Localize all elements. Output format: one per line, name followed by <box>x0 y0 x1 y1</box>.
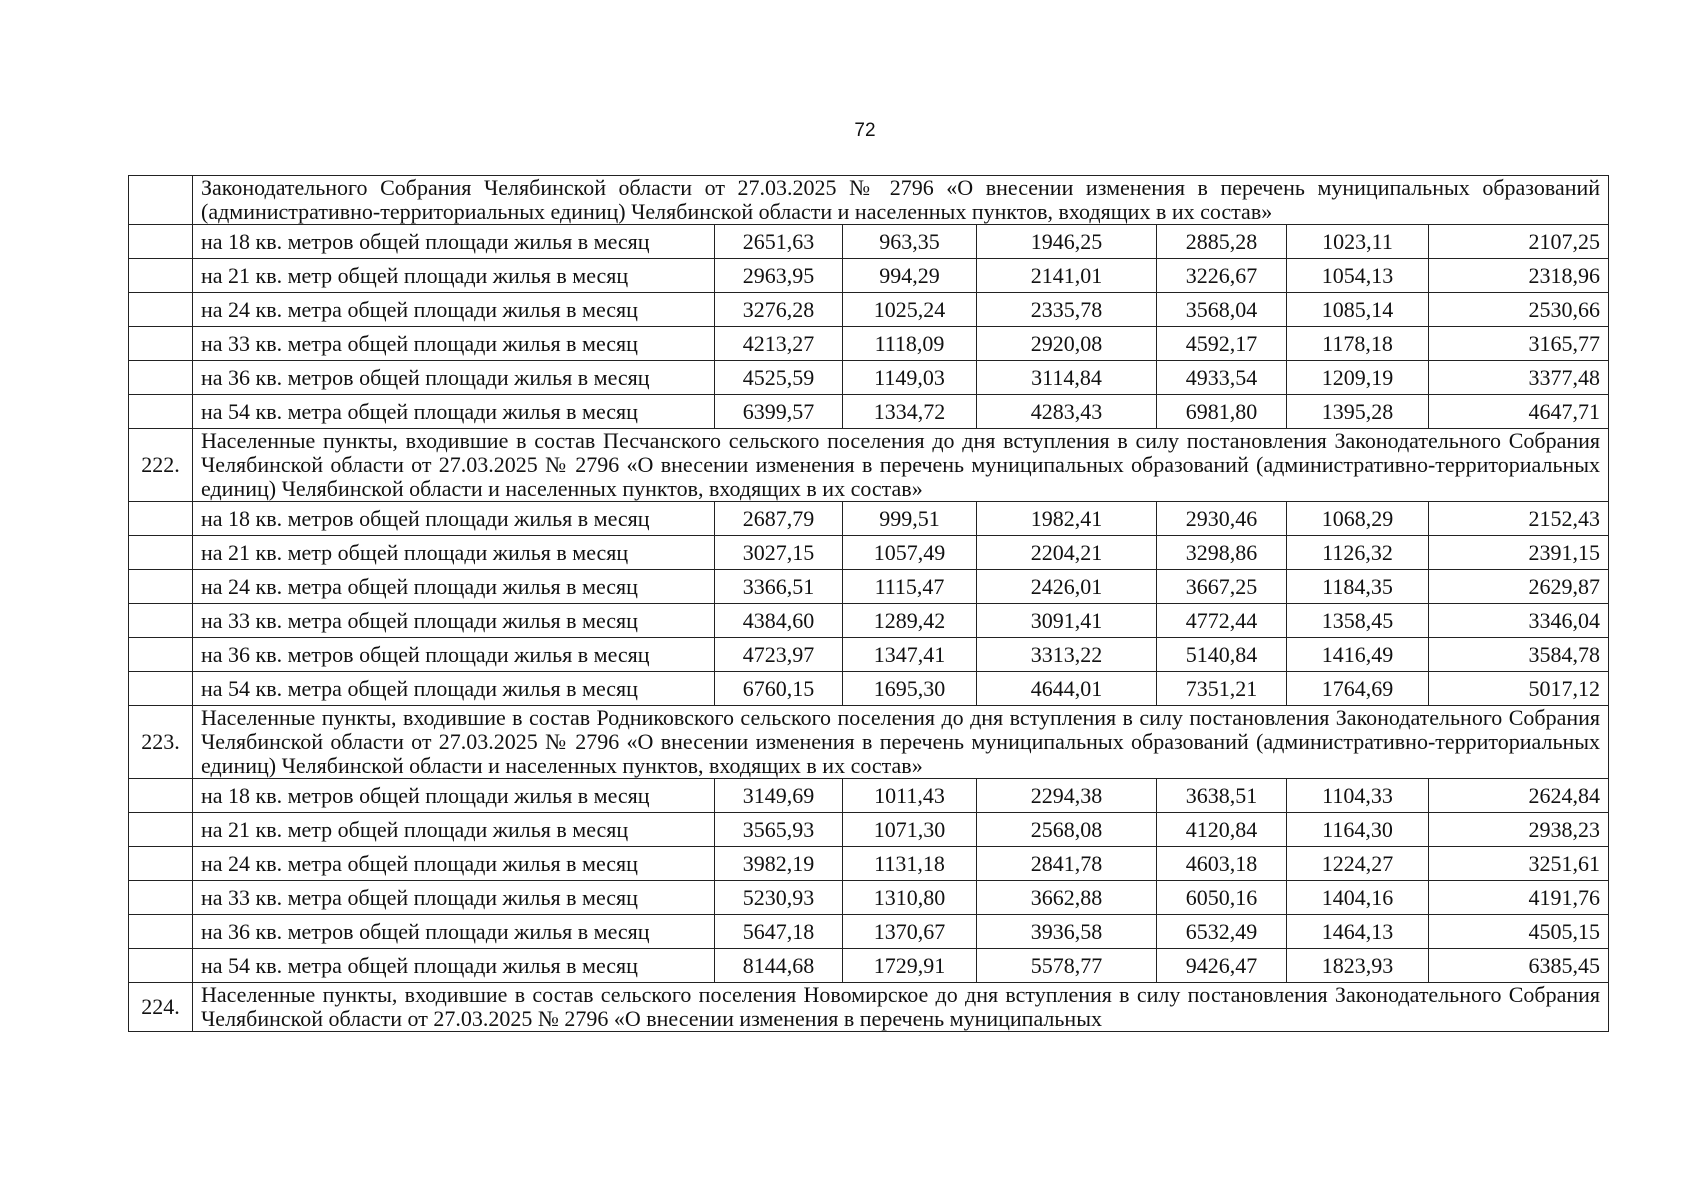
value-cell: 1764,69 <box>1287 672 1429 706</box>
row-label: на 21 кв. метр общей площади жилья в месяц <box>193 259 715 293</box>
value-cell: 4191,76 <box>1429 881 1609 915</box>
number-cell-empty <box>129 293 193 327</box>
section-header-row <box>129 706 1609 779</box>
value-cell: 3568,04 <box>1157 293 1287 327</box>
value-cell: 4603,18 <box>1157 847 1287 881</box>
value-cell: 2841,78 <box>977 847 1157 881</box>
value-cell: 6532,49 <box>1157 915 1287 949</box>
value-cell: 3667,25 <box>1157 570 1287 604</box>
value-cell: 5647,18 <box>715 915 843 949</box>
value-cell: 2391,15 <box>1429 536 1609 570</box>
value-cell: 3298,86 <box>1157 536 1287 570</box>
value-cell: 6981,80 <box>1157 395 1287 429</box>
row-label: на 18 кв. метров общей площади жилья в месяц <box>193 502 715 536</box>
value-cell: 1209,19 <box>1287 361 1429 395</box>
value-cell: 9426,47 <box>1157 949 1287 983</box>
table-row <box>129 502 1609 536</box>
table-row <box>129 293 1609 327</box>
value-cell: 1118,09 <box>843 327 977 361</box>
value-cell: 2938,23 <box>1429 813 1609 847</box>
row-label: на 36 кв. метров общей площади жилья в месяц <box>193 638 715 672</box>
value-cell: 1946,25 <box>977 225 1157 259</box>
value-cell: 1115,47 <box>843 570 977 604</box>
value-cell: 3149,69 <box>715 779 843 813</box>
value-cell: 1178,18 <box>1287 327 1429 361</box>
table-row <box>129 672 1609 706</box>
value-cell: 1023,11 <box>1287 225 1429 259</box>
value-cell: 2629,87 <box>1429 570 1609 604</box>
table-row <box>129 604 1609 638</box>
value-cell: 3027,15 <box>715 536 843 570</box>
value-cell: 1729,91 <box>843 949 977 983</box>
number-cell-empty <box>129 536 193 570</box>
value-cell: 2530,66 <box>1429 293 1609 327</box>
row-label: на 18 кв. метров общей площади жилья в месяц <box>193 225 715 259</box>
value-cell: 4505,15 <box>1429 915 1609 949</box>
section-number: 223. <box>129 706 193 779</box>
value-cell: 5140,84 <box>1157 638 1287 672</box>
value-cell: 2963,95 <box>715 259 843 293</box>
value-cell: 1464,13 <box>1287 915 1429 949</box>
value-cell: 1224,27 <box>1287 847 1429 881</box>
row-label: на 21 кв. метр общей площади жилья в месяц <box>193 813 715 847</box>
value-cell: 2204,21 <box>977 536 1157 570</box>
section-header-row <box>129 983 1609 1032</box>
value-cell: 2885,28 <box>1157 225 1287 259</box>
value-cell: 4644,01 <box>977 672 1157 706</box>
section-description: Населенные пункты, входившие в состав сельского поселения Новомирское до дня вступления в силу постановления Законодательного Собрания Челябинской области от 27.03.2025 № 2796 «О внесении изменения в перечень муниципальных <box>193 983 1609 1032</box>
table-row <box>129 327 1609 361</box>
value-cell: 3226,67 <box>1157 259 1287 293</box>
table-row <box>129 225 1609 259</box>
value-cell: 3662,88 <box>977 881 1157 915</box>
value-cell: 8144,68 <box>715 949 843 983</box>
table-row <box>129 570 1609 604</box>
table-row <box>129 779 1609 813</box>
value-cell: 6050,16 <box>1157 881 1287 915</box>
table-row <box>129 949 1609 983</box>
value-cell: 1085,14 <box>1287 293 1429 327</box>
row-label: на 24 кв. метра общей площади жилья в месяц <box>193 293 715 327</box>
value-cell: 3982,19 <box>715 847 843 881</box>
section-number: 224. <box>129 983 193 1032</box>
number-cell-empty <box>129 779 193 813</box>
value-cell: 1025,24 <box>843 293 977 327</box>
value-cell: 3114,84 <box>977 361 1157 395</box>
section-description: Законодательного Собрания Челябинской области от 27.03.2025 № 2796 «О внесении изменения в перечень муниципальных образований (административно-территориальных единиц) Челябинской области и населенных пунктов, входящих в их состав» <box>193 176 1609 225</box>
number-cell-empty <box>129 881 193 915</box>
value-cell: 2335,78 <box>977 293 1157 327</box>
value-cell: 1416,49 <box>1287 638 1429 672</box>
table-row <box>129 847 1609 881</box>
row-label: на 36 кв. метров общей площади жилья в месяц <box>193 915 715 949</box>
value-cell: 1104,33 <box>1287 779 1429 813</box>
value-cell: 1334,72 <box>843 395 977 429</box>
table-row <box>129 536 1609 570</box>
section-description: Населенные пункты, входившие в состав Родниковского сельского поселения до дня вступления в силу постановления Законодательного Собрания Челябинской области от 27.03.2025 № 2796 «О внесении изменения в перечень муниципальных образований (административно-территориальных единиц) Челябинской области и населенных пунктов, входящих в их состав» <box>193 706 1609 779</box>
value-cell: 2318,96 <box>1429 259 1609 293</box>
value-cell: 1126,32 <box>1287 536 1429 570</box>
table-row <box>129 395 1609 429</box>
row-label: на 24 кв. метра общей площади жилья в месяц <box>193 570 715 604</box>
value-cell: 4772,44 <box>1157 604 1287 638</box>
number-cell-empty <box>129 259 193 293</box>
table-row <box>129 915 1609 949</box>
value-cell: 4283,43 <box>977 395 1157 429</box>
value-cell: 1071,30 <box>843 813 977 847</box>
value-cell: 2426,01 <box>977 570 1157 604</box>
section-number <box>129 176 193 225</box>
row-label: на 33 кв. метра общей площади жилья в месяц <box>193 327 715 361</box>
value-cell: 3346,04 <box>1429 604 1609 638</box>
value-cell: 1695,30 <box>843 672 977 706</box>
value-cell: 2687,79 <box>715 502 843 536</box>
row-label: на 18 кв. метров общей площади жилья в месяц <box>193 779 715 813</box>
value-cell: 3276,28 <box>715 293 843 327</box>
table-body <box>129 176 1609 1032</box>
number-cell-empty <box>129 225 193 259</box>
value-cell: 2141,01 <box>977 259 1157 293</box>
value-cell: 1057,49 <box>843 536 977 570</box>
value-cell: 2107,25 <box>1429 225 1609 259</box>
section-number: 222. <box>129 429 193 502</box>
value-cell: 5578,77 <box>977 949 1157 983</box>
section-description: Населенные пункты, входившие в состав Песчанского сельского поселения до дня вступления в силу постановления Законодательного Собрания Челябинской области от 27.03.2025 № 2796 «О внесении изменения в перечень муниципальных образований (административно-территориальных единиц) Челябинской области и населенных пунктов, входящих в их состав» <box>193 429 1609 502</box>
value-cell: 4723,97 <box>715 638 843 672</box>
value-cell: 4592,17 <box>1157 327 1287 361</box>
value-cell: 999,51 <box>843 502 977 536</box>
section-header-row <box>129 429 1609 502</box>
value-cell: 1131,18 <box>843 847 977 881</box>
number-cell-empty <box>129 327 193 361</box>
value-cell: 1054,13 <box>1287 259 1429 293</box>
value-cell: 1310,80 <box>843 881 977 915</box>
value-cell: 1149,03 <box>843 361 977 395</box>
value-cell: 1395,28 <box>1287 395 1429 429</box>
value-cell: 4384,60 <box>715 604 843 638</box>
value-cell: 1370,67 <box>843 915 977 949</box>
row-label: на 24 кв. метра общей площади жилья в месяц <box>193 847 715 881</box>
value-cell: 3584,78 <box>1429 638 1609 672</box>
row-label: на 33 кв. метра общей площади жилья в месяц <box>193 881 715 915</box>
value-cell: 2624,84 <box>1429 779 1609 813</box>
value-cell: 1289,42 <box>843 604 977 638</box>
table-row <box>129 361 1609 395</box>
number-cell-empty <box>129 395 193 429</box>
value-cell: 3565,93 <box>715 813 843 847</box>
value-cell: 1184,35 <box>1287 570 1429 604</box>
value-cell: 3313,22 <box>977 638 1157 672</box>
value-cell: 1164,30 <box>1287 813 1429 847</box>
row-label: на 54 кв. метра общей площади жилья в месяц <box>193 395 715 429</box>
value-cell: 963,35 <box>843 225 977 259</box>
row-label: на 21 кв. метр общей площади жилья в месяц <box>193 536 715 570</box>
number-cell-empty <box>129 502 193 536</box>
row-label: на 36 кв. метров общей площади жилья в месяц <box>193 361 715 395</box>
value-cell: 2568,08 <box>977 813 1157 847</box>
value-cell: 1068,29 <box>1287 502 1429 536</box>
table-row <box>129 881 1609 915</box>
value-cell: 6385,45 <box>1429 949 1609 983</box>
value-cell: 6760,15 <box>715 672 843 706</box>
table-row <box>129 813 1609 847</box>
table-row <box>129 259 1609 293</box>
value-cell: 4647,71 <box>1429 395 1609 429</box>
value-cell: 2152,43 <box>1429 502 1609 536</box>
value-cell: 3936,58 <box>977 915 1157 949</box>
number-cell-empty <box>129 361 193 395</box>
value-cell: 1347,41 <box>843 638 977 672</box>
row-label: на 33 кв. метра общей площади жилья в месяц <box>193 604 715 638</box>
value-cell: 3638,51 <box>1157 779 1287 813</box>
page-number: 72 <box>854 120 876 141</box>
number-cell-empty <box>129 813 193 847</box>
number-cell-empty <box>129 570 193 604</box>
value-cell: 6399,57 <box>715 395 843 429</box>
row-label: на 54 кв. метра общей площади жилья в месяц <box>193 672 715 706</box>
row-label: на 54 кв. метра общей площади жилья в месяц <box>193 949 715 983</box>
number-cell-empty <box>129 638 193 672</box>
value-cell: 5017,12 <box>1429 672 1609 706</box>
table-row <box>129 638 1609 672</box>
number-cell-empty <box>129 915 193 949</box>
number-cell-empty <box>129 949 193 983</box>
value-cell: 4213,27 <box>715 327 843 361</box>
value-cell: 994,29 <box>843 259 977 293</box>
value-cell: 2651,63 <box>715 225 843 259</box>
value-cell: 2294,38 <box>977 779 1157 813</box>
continuation-header-row <box>129 176 1609 225</box>
value-cell: 3377,48 <box>1429 361 1609 395</box>
value-cell: 4525,59 <box>715 361 843 395</box>
value-cell: 1011,43 <box>843 779 977 813</box>
value-cell: 1982,41 <box>977 502 1157 536</box>
value-cell: 2920,08 <box>977 327 1157 361</box>
value-cell: 2930,46 <box>1157 502 1287 536</box>
number-cell-empty <box>129 604 193 638</box>
value-cell: 3091,41 <box>977 604 1157 638</box>
value-cell: 5230,93 <box>715 881 843 915</box>
value-cell: 7351,21 <box>1157 672 1287 706</box>
value-cell: 3251,61 <box>1429 847 1609 881</box>
number-cell-empty <box>129 847 193 881</box>
value-cell: 4120,84 <box>1157 813 1287 847</box>
value-cell: 1823,93 <box>1287 949 1429 983</box>
value-cell: 3165,77 <box>1429 327 1609 361</box>
value-cell: 1404,16 <box>1287 881 1429 915</box>
number-cell-empty <box>129 672 193 706</box>
tariff-table <box>128 175 1609 1032</box>
value-cell: 4933,54 <box>1157 361 1287 395</box>
value-cell: 3366,51 <box>715 570 843 604</box>
value-cell: 1358,45 <box>1287 604 1429 638</box>
